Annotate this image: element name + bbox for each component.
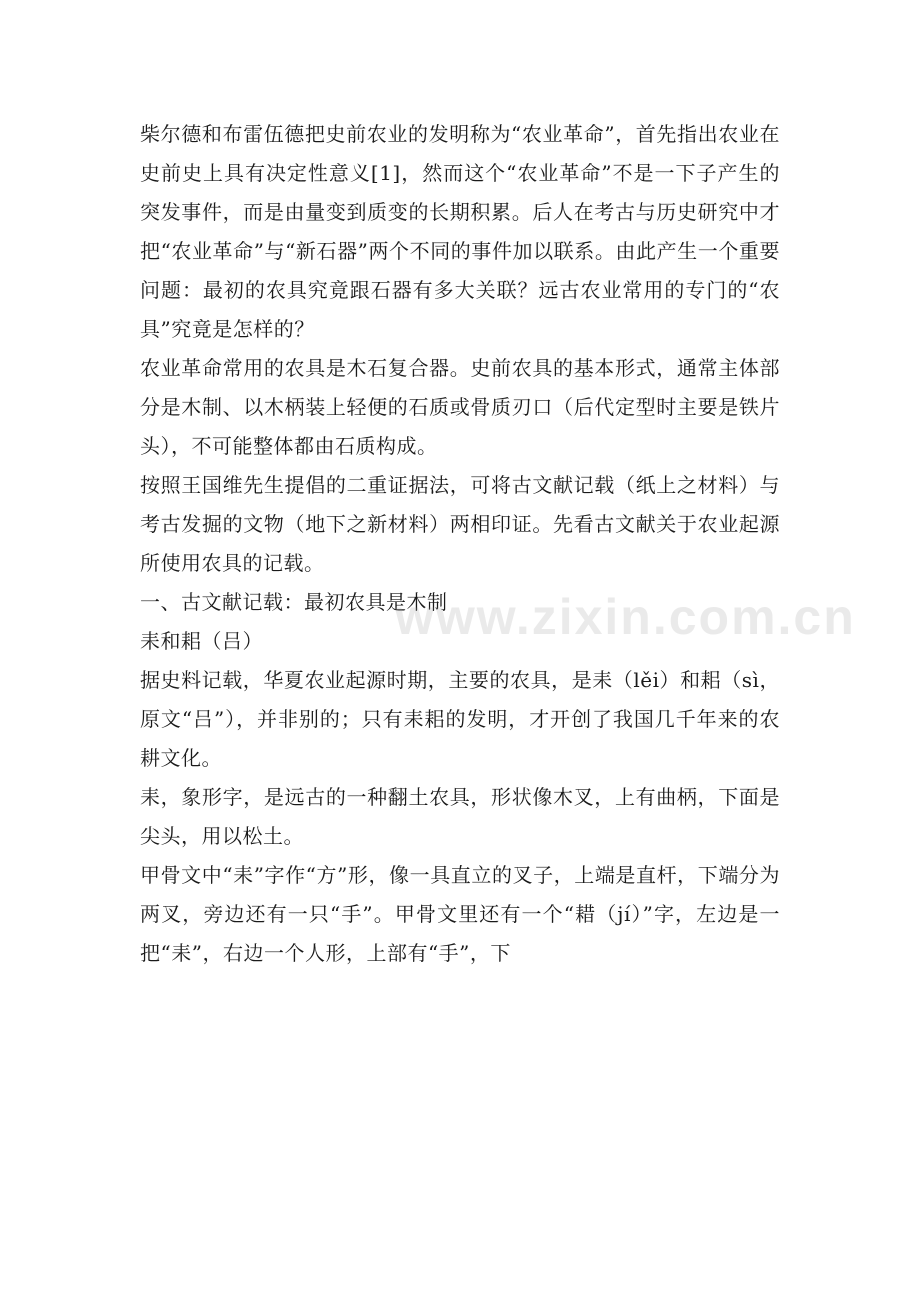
- paragraph-composite-tools: 农业革命常用的农具是木石复合器。史前农具的基本形式，通常主体部分是木制、以木柄装上轻便的石质或骨质刃口（后代定型时主要是铁片头），不可能整体都由石质构成。: [140, 356, 780, 458]
- paragraph-agricultural-revolution: 柴尔德和布雷伍德把史前农业的发明称为“农业革命”，首先指出农业在史前史上具有决定性意义[1]，然而这个“农业革命”不是一下子产生的突发事件，而是由量变到质变的长期积累。后人在考古与历史研究中才把“农业革命”与“新石器”两个不同的事件加以联系。由此产生一个重要问题：最初的农具究竟跟石器有多大关联？远古农业常用的专门的“农具”究竟是怎样的？: [140, 122, 780, 341]
- section-heading: 一、古文献记载：最初农具是木制: [140, 590, 448, 614]
- paragraph-oracle-bone: 甲骨文中“耒”字作“方”形，像一具直立的叉子，上端是直杆，下端分为两叉，旁边还有一只“手”。甲骨文里还有一个“耤（jí）”字，左边是一把“耒”，右边一个人形，上部有“手”，下: [140, 863, 780, 965]
- site-watermark: www.zixin.com.cn: [395, 589, 856, 645]
- subsection-heading: 耒和耜（吕）: [140, 629, 263, 653]
- paragraph-lei-definition: 耒，象形字，是远古的一种翻土农具，形状像木叉，上有曲柄，下面是尖头，用以松土。: [140, 785, 780, 848]
- paragraph-lei-si: 据史料记载，华夏农业起源时期，主要的农具，是耒（lěi）和耜（sì，原文“吕”），并非别的；只有耒耜的发明，才开创了我国几千年来的农耕文化。: [140, 668, 780, 770]
- document-body: [140, 115, 780, 973]
- paragraph-dual-evidence: 按照王国维先生提倡的二重证据法，可将古文献记载（纸上之材料）与考古发掘的文物（地下之新材料）两相印证。先看古文献关于农业起源所使用农具的记载。: [140, 473, 780, 575]
